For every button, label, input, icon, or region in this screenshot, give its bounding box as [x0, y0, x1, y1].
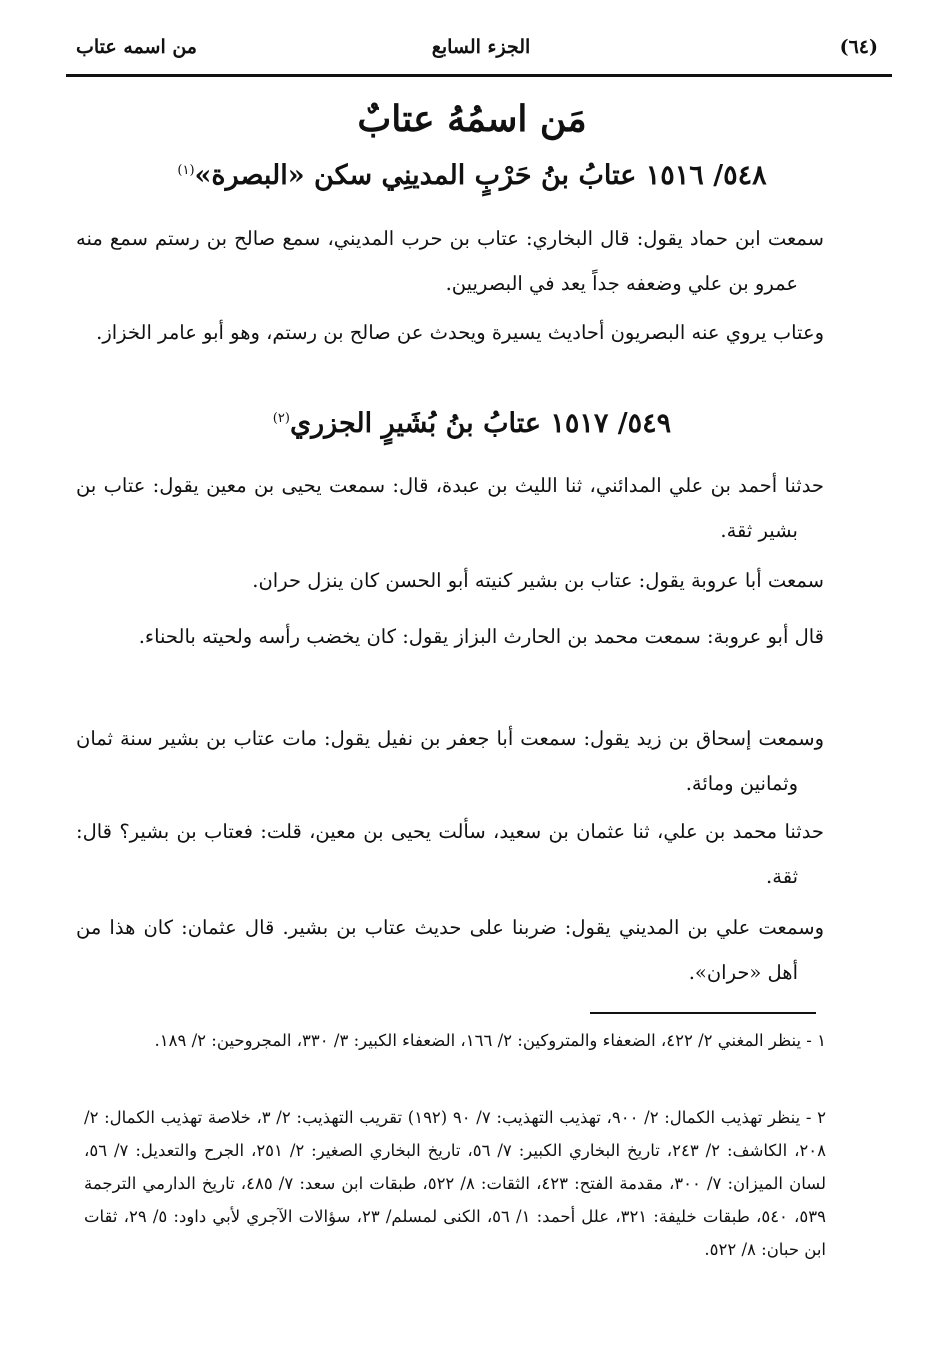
footnote-separator: [590, 1012, 816, 1014]
footnote-ref: (١): [177, 163, 195, 178]
header-rule: [66, 74, 892, 77]
paragraph: حدثنا محمد بن علي، ثنا عثمان بن سعيد، سألت يحيى بن معين، قلت: فعتاب بن بشير؟ قال: ثقة.: [76, 820, 824, 888]
paragraph: سمعت ابن حماد يقول: قال البخاري: عتاب بن حرب المديني، سمع صالح بن رستم سمع منه عمرو بن علي وضعفه جداً يعد في البصريين.: [76, 227, 824, 295]
paragraph: وعتاب يروي عنه البصريون أحاديث يسيرة ويحدث عن صالح بن رستم، وهو أبو عامر الخزاز.: [96, 321, 824, 344]
footnote: ١ - ينظر المغني ٢/ ٤٢٢، الضعفاء والمتروكين: ٢/ ١٦٦، الضعفاء الكبير: ٣/ ٣٣٠، المجروحين: ٢/ ١٨٩.: [154, 1031, 826, 1050]
footnote: ٢ - ينظر تهذيب الكمال: ٢/ ٩٠٠، تهذيب التهذيب: ٧/ ٩٠ (١٩٢) تقريب التهذيب: ٢/ ٣، خلاصة تهذيب الكمال: ٢/ ٢٠٨، الكاشف: ٢/ ٢٤٣، تاريخ البخاري الكبير: ٧/ ٥٦، تاريخ البخاري الصغير: ٢/ ٢٥١، الجرح والتعديل: ٧/ ٥٦، لسان الميزان: ٧/ ٣٠٠، مقدمة الفتح: ٤٢٣، الثقات: ٨/ ٥٢٢، طبقات ابن سعد: ٧/ ٤٨٥، تاريخ الدارمي الترجمة ٥٣٩، ٥٤٠، طبقات خليفة: ٣٢١، علل أحمد: ١/ ٥٦، الكنى لمسلم/ ٢٣، سؤالات الآجري لأبي داود: ٥/ ٢٩، ثقات ابن حبان: ٨/ ٥٢٢.: [84, 1108, 826, 1259]
paragraph: سمعت أبا عروبة يقول: عتاب بن بشير كنيته أبو الحسن كان ينزل حران.: [252, 569, 824, 592]
paragraph: وسمعت علي بن المديني يقول: ضربنا على حديث عتاب بن بشير. قال عثمان: كان هذا من أهل «حران».: [76, 916, 824, 984]
volume-part: الجزء السابع: [431, 36, 531, 58]
entry-heading-text: ٥٤٨/ ١٥١٦ عتابُ بنُ حَرْبٍ المدينِي سكن «البصرة»: [194, 160, 767, 191]
chapter-title: مَن اسمُهُ عتابٌ: [357, 98, 587, 140]
page-number: (٦٤): [839, 36, 878, 58]
entry-heading-1549: [60, 408, 884, 439]
section-name: من اسمه عتاب: [76, 36, 197, 58]
running-header: [70, 34, 892, 70]
footnote-ref: (٢): [272, 411, 290, 426]
entry-heading-1548: [60, 160, 884, 191]
entry-heading-text: ٥٤٩/ ١٥١٧ عتابُ بنُ بُشَيرٍ الجزري: [289, 408, 672, 439]
paragraph: حدثنا أحمد بن علي المدائني، ثنا الليث بن عبدة، قال: سمعت يحيى بن معين يقول: عتاب بن بشير ثقة.: [76, 474, 824, 542]
paragraph: وسمعت إسحاق بن زيد يقول: سمعت أبا جعفر بن نفيل يقول: مات عتاب بن بشير سنة ثمان وثمانين ومائة.: [76, 727, 824, 795]
paragraph: قال أبو عروبة: سمعت محمد بن الحارث البزاز يقول: كان يخضب رأسه ولحيته بالحناء.: [138, 625, 824, 648]
